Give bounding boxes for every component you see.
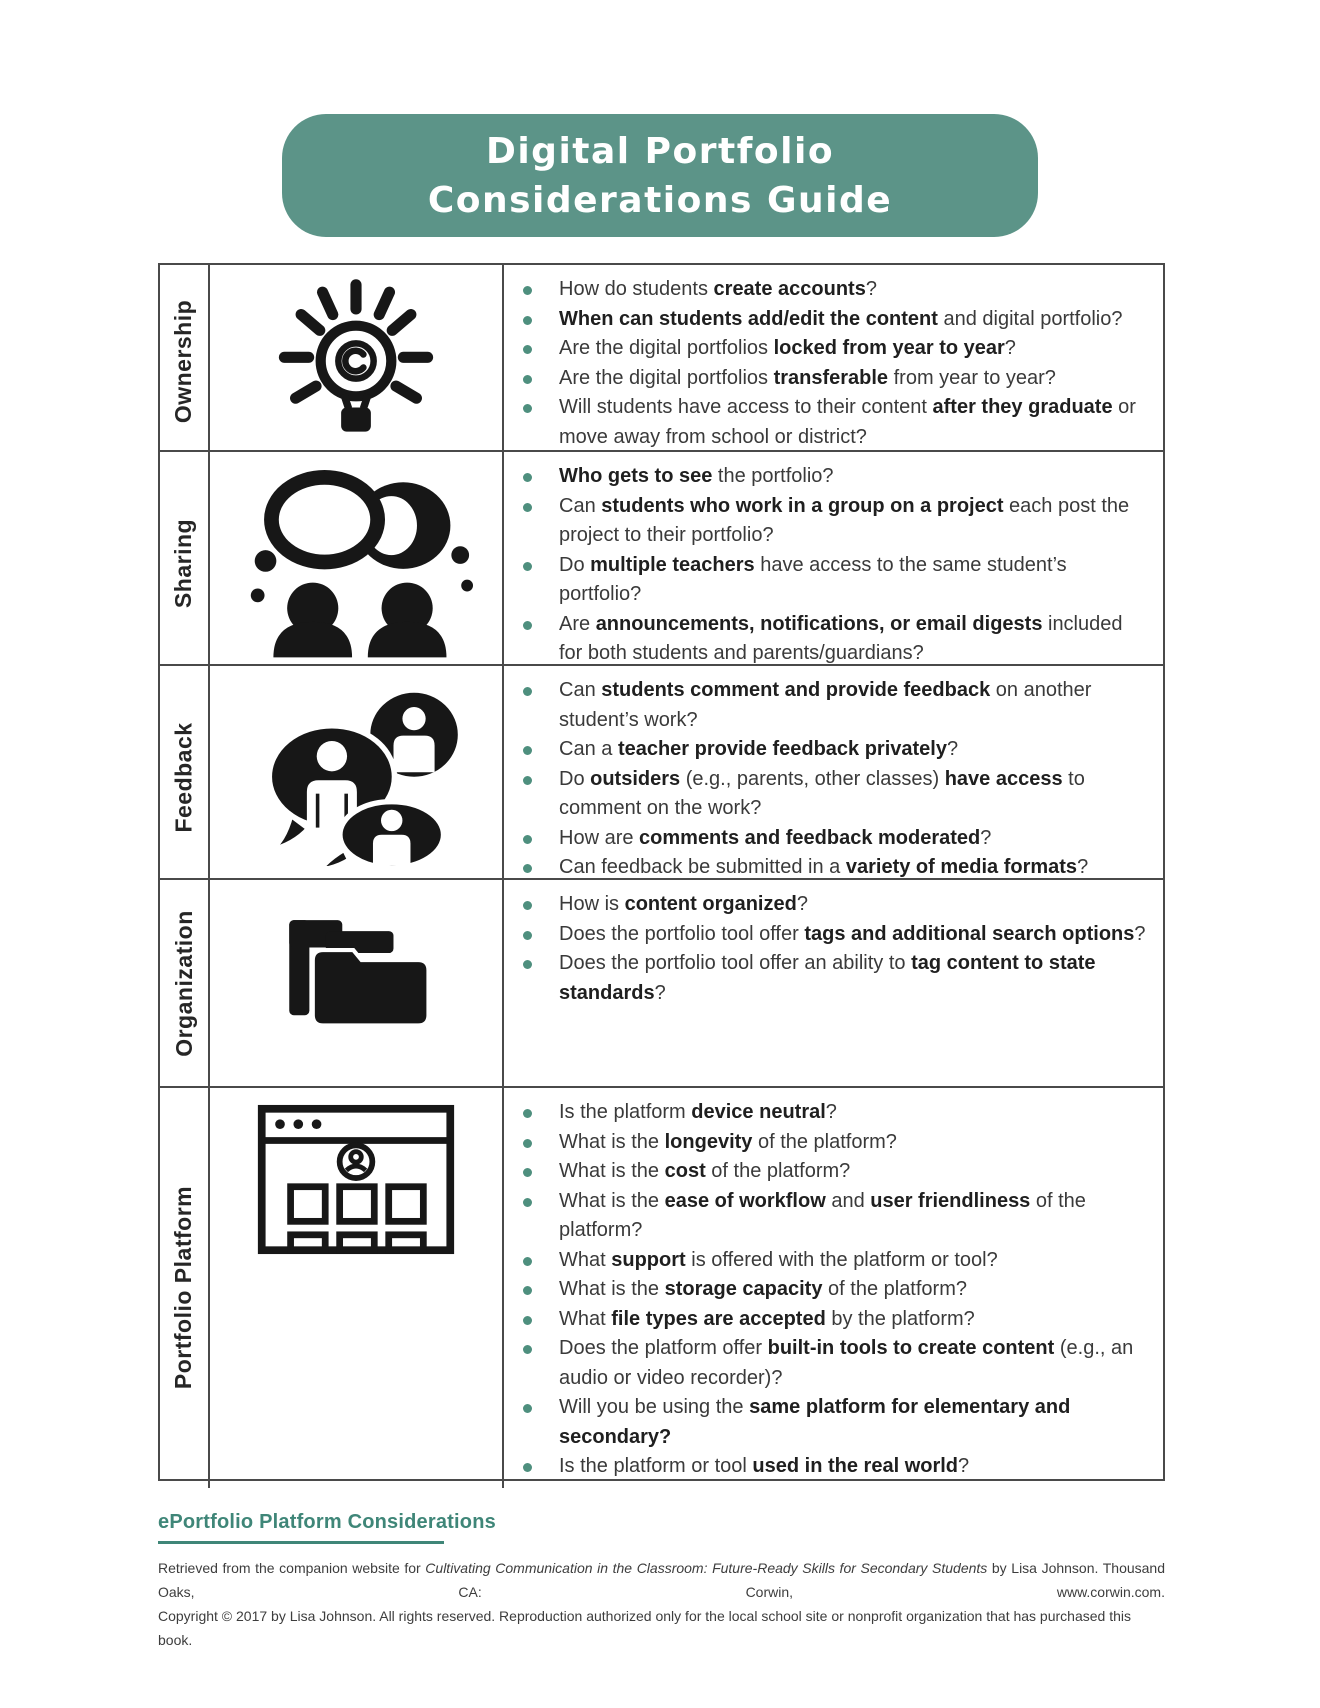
row-label: [160, 1088, 210, 1488]
bullet-text: How do students create accounts?: [559, 278, 877, 300]
bullet-item: [516, 334, 1147, 364]
row-questions: [504, 265, 1163, 458]
bullet-dot: [523, 1345, 532, 1354]
bullet-text: What is the storage capacity of the platform?: [559, 1278, 967, 1300]
bullet-dot: [523, 404, 532, 413]
bullet-text: How is content organized?: [559, 893, 808, 915]
bullet-text: What support is offered with the platform or tool?: [559, 1248, 998, 1271]
bullet-dot: [523, 473, 532, 482]
bullet-item: [516, 1246, 1147, 1276]
row-label-text: Portfolio Platform: [170, 1186, 197, 1390]
bullet-item: [516, 364, 1147, 394]
row-questions: [504, 452, 1163, 675]
bullet-item: [516, 492, 1147, 551]
bullet-item: [516, 1452, 1147, 1482]
bullet-dot: [523, 345, 532, 354]
bullet-item: [516, 393, 1147, 452]
bullet-text: How are comments and feedback moderated?: [559, 826, 992, 849]
row-label-text: Feedback: [170, 722, 197, 833]
bullet-dot: [523, 1168, 532, 1177]
bullet-item: [516, 853, 1147, 883]
bullet-item: [516, 765, 1147, 824]
bullet-text: Does the platform offer built-in tools to create content (e.g., an audio or video recorder)?: [559, 1337, 1134, 1389]
bullet-dot: [523, 960, 532, 969]
row-label-text: Organization: [170, 909, 197, 1057]
sharing-people-thought-bubbles-icon: [210, 452, 504, 675]
table-row-ownership: [160, 265, 1163, 450]
copyright-line-2: Copyright © 2017 by Lisa Johnson. All rights reserved. Reproduction authorized only for the local school site or nonprofit organization that has purchased this book.: [158, 1608, 1131, 1648]
bullet-dot: [523, 746, 532, 755]
bullet-item: [516, 1334, 1147, 1393]
bullet-item: [516, 920, 1147, 950]
copyright-lightbulb-icon: [210, 265, 504, 458]
bullet-text: Does the portfolio tool offer an ability to tag content to state standards?: [559, 952, 1096, 1004]
bullet-item: [516, 1275, 1147, 1305]
bullet-item: [516, 890, 1147, 920]
bullet-text: Will you be using the same platform for elementary and secondary?: [559, 1396, 1071, 1448]
considerations-table: [158, 263, 1165, 1481]
bullet-item: [516, 824, 1147, 854]
bullet-dot: [523, 1316, 532, 1325]
bullet-dot: [523, 562, 532, 571]
row-label-text: Ownership: [170, 299, 197, 424]
page-title-line1: Digital Portfolio: [485, 130, 835, 172]
row-label: [160, 666, 210, 889]
bullet-text: What file types are accepted by the platform?: [559, 1307, 975, 1330]
bullet-text: Are announcements, notifications, or email digests included for both students and parents/guardians?: [559, 612, 1123, 664]
bullet-item: [516, 1128, 1147, 1158]
bullet-dot: [523, 1257, 532, 1266]
row-label: [160, 452, 210, 675]
bullet-text: When can students add/edit the content and digital portfolio?: [559, 307, 1123, 330]
table-row-sharing: [160, 450, 1163, 664]
bullet-text: Will students have access to their content after they graduate or move away from school or district?: [559, 396, 1136, 448]
row-label: [160, 880, 210, 1086]
table-row-feedback: [160, 664, 1163, 878]
bullet-text: Do multiple teachers have access to the same student’s portfolio?: [559, 553, 1067, 605]
bullet-item: [516, 735, 1147, 765]
page-title-line2: Considerations Guide: [427, 179, 893, 221]
copyright-line-1: Retrieved from the companion website for Cultivating Communication in the Classroom: Future-Ready Skills for Secondary Students by Lisa Johnson. Thousand Oaks, CA: Corwin, www.corwin.com.: [158, 1560, 1166, 1600]
bullet-item: [516, 1393, 1147, 1452]
bullet-text: Is the platform device neutral?: [559, 1101, 837, 1123]
bullet-item: [516, 1157, 1147, 1187]
bullet-text: Who gets to see the portfolio?: [559, 465, 834, 487]
footer-heading-underline: [158, 1541, 444, 1544]
title-banner: [282, 114, 1038, 237]
row-questions: [504, 666, 1163, 889]
row-questions: [504, 880, 1163, 1086]
bullet-item: [516, 676, 1147, 735]
bullet-item: [516, 949, 1147, 1008]
bullet-text: Do outsiders (e.g., parents, other classes) have access to comment on the work?: [559, 767, 1085, 819]
bullet-dot: [523, 1463, 532, 1472]
platform-browser-window-icon: [210, 1088, 504, 1488]
folders-icon: [210, 880, 504, 1086]
bullet-text: Does the portfolio tool offer tags and additional search options?: [559, 922, 1146, 945]
bullet-item: [516, 610, 1147, 669]
bullet-text: What is the cost of the platform?: [559, 1160, 851, 1182]
bullet-text: Are the digital portfolios locked from year to year?: [559, 337, 1016, 359]
bullet-dot: [523, 621, 532, 630]
bullet-text: Is the platform or tool used in the real world?: [559, 1455, 970, 1477]
footer-heading: ePortfolio Platform Considerations: [158, 1511, 496, 1533]
bullet-text: Can a teacher provide feedback privately?: [559, 738, 959, 760]
bullet-item: [516, 1098, 1147, 1128]
row-label-text: Sharing: [170, 518, 197, 608]
copyright-block: [158, 1556, 1165, 1652]
bullet-item: [516, 1187, 1147, 1246]
row-label: [160, 265, 210, 458]
bullet-item: [516, 462, 1147, 492]
bullet-dot: [523, 1109, 532, 1118]
bullet-item: [516, 275, 1147, 305]
bullet-dot: [523, 1198, 532, 1207]
bullet-text: What is the longevity of the platform?: [559, 1130, 897, 1153]
bullet-dot: [523, 776, 532, 785]
bullet-dot: [523, 835, 532, 844]
bullet-dot: [523, 286, 532, 295]
bullet-item: [516, 551, 1147, 610]
table-row-organization: [160, 878, 1163, 1086]
bullet-dot: [523, 901, 532, 910]
bullet-item: [516, 1305, 1147, 1335]
bullet-dot: [523, 931, 532, 940]
feedback-speech-bubbles-icon: [210, 666, 504, 889]
row-questions: [504, 1088, 1163, 1488]
bullet-dot: [523, 1139, 532, 1148]
bullet-item: [516, 305, 1147, 335]
bullet-text: Can students comment and provide feedback on another student’s work?: [559, 679, 1092, 731]
table-row-portfolio-platform: [160, 1086, 1163, 1479]
bullet-text: Are the digital portfolios transferable from year to year?: [559, 366, 1056, 389]
bullet-text: Can feedback be submitted in a variety of media formats?: [559, 856, 1089, 878]
bullet-dot: [523, 375, 532, 384]
bullet-dot: [523, 316, 532, 325]
bullet-dot: [523, 1286, 532, 1295]
bullet-dot: [523, 687, 532, 696]
bullet-text: Can students who work in a group on a project each post the project to their portfolio?: [559, 494, 1130, 546]
bullet-dot: [523, 1404, 532, 1413]
bullet-dot: [523, 503, 532, 512]
bullet-dot: [523, 864, 532, 873]
bullet-text: What is the ease of workflow and user friendliness of the platform?: [559, 1189, 1086, 1241]
